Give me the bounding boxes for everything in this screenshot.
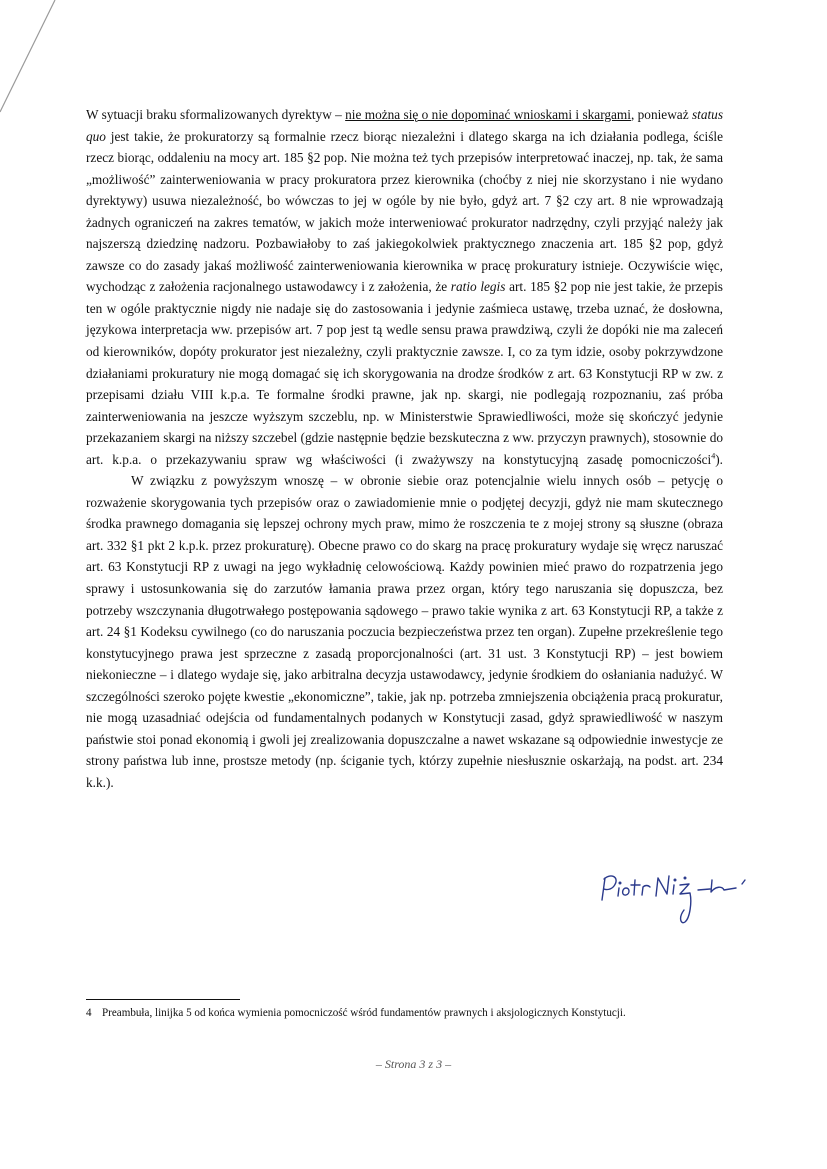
paragraph-1-part-1: , ponieważ bbox=[630, 107, 692, 122]
ratio-legis-term: ratio legis bbox=[450, 279, 506, 295]
paragraph-1-lead: W sytuacji braku sformalizowanych dyrektyw – bbox=[86, 107, 346, 122]
paragraph-1-underlined: nie można się o nie dopominać wnioskami i skargami bbox=[345, 107, 631, 122]
document-body bbox=[86, 104, 723, 794]
footnote-number: 4 bbox=[86, 1007, 92, 1019]
scan-corner-line bbox=[0, 0, 60, 120]
page-number: – Strona 3 z 3 – bbox=[375, 1057, 452, 1071]
footnote-text: Preambuła, linijka 5 od końca wymienia pomocniczość wśród fundamentów prawnych i aksjologicznych Konstytucji. bbox=[102, 1007, 626, 1019]
paragraph-1 bbox=[86, 104, 723, 470]
paragraph-2: W związku z powyższym wnoszę – w obronie siebie oraz potencjalnie wielu innych osób – petycję o rozważenie skorygowania tych przepisów oraz o zawiadomienie mnie o podjętej decyzji, gdyż nie mam skutecznego środka prawnego domagania się lepszej ochrony mych praw, mimo że roszczenia te z mojej strony są słuszne (obraza art. 332 §1 pkt 2 k.p.k. przez prokuraturę). Obecne prawo co do skarg na pracę prokuratury wydaje się wręcz naruszać art. 63 Konstytucji RP z uwagi na jego wykładnię celowościową. Każdy powinien mieć prawo do rozpatrzenia jego sprawy i ustosunkowania się do zarzutów łamania prawa przez organ, który tego naruszania się dopuszcza, bez potrzeby wszczynania długotrwałego postępowania sądowego – prawo takie wynika z art. 63 Konstytucji RP, a także z art. 24 §1 Kodeksu cywilnego (co do naruszania poczucia bezpieczeństwa przez ten organ). Zupełne przekreślenie tego konstytucyjnego prawa jest sprzeczne z zasadą proporcjonalności (art. 31 ust. 3 Konstytucji RP) – jest bowiem niekonieczne – i dlatego wydaje się, jako arbitralna decyzja ustawodawcy, jedynie środkiem do osłaniania nadużyć. W szczególności szeroko pojęte kwestie „ekonomiczne”, takie, jak np. potrzeba zmniejszenia obciążenia pracą prokuratur, nie mogą uzasadniać odejścia od fundamentalnych podanych w Konstytucji zasad, gdyż sprawiedliwość w naszym państwie stoi ponad ekonomią i gwoli jej zrealizowania dopuszczalne a nawet wskazane są odpowiednie inwestycje ze strony państwa lub inne, prostsze metody (np. ściganie tych, którzy zupełnie niesłusznie oskarżają, na podst. art. 234 k.k.). bbox=[86, 473, 723, 790]
footnote-separator bbox=[86, 999, 240, 1000]
footnote-reference: 4 bbox=[711, 451, 716, 461]
paragraph-1-part-3: art. 185 §2 pop nie jest takie, że przepis ten w ogóle praktycznie nigdy nie nadaje się do zastosowania i jedynie zaśmieca ustawę, trzeba uznać, że dosłowna, językowa interpretacja ww. przepisów art. 7 pop jest tą wedle sensu prawa prawdziwą, czyli że dopóki nie ma zaleceń od kierowników, dopóty prokurator jest niezależny, czyli praktycznie zawsze. I, co za tym idzie, osoby pokrzywdzone działaniami prokuratury nie mogą domagać się ich skorygowania na drodze środków z art. 63 Konstytucji RP w zw. z przepisami działu VIII k.p.a. Te formalne środki prawne, jak np. skargi, nie podlegają rozpoznaniu, zaś próba zainterweniowania na jeszcze wyższym szczeblu, np. w Ministerstwie Sprawiedliwości, może się skończyć jedynie przekazaniem skargi na niższy szczebel (gdzie następnie będzie bezskuteczna z ww. przyczyn prawnych), stosownie do art. k.p.a. o przekazywaniu spraw wg właściwości (i zważywszy na konstytucyjną zasadę pomocniczości bbox=[86, 279, 723, 467]
handwritten-signature bbox=[594, 866, 769, 936]
paragraph-1-part-4: ). bbox=[715, 451, 723, 467]
status-quo-term: status quo bbox=[86, 107, 723, 144]
footnote bbox=[86, 1005, 686, 1021]
paragraph-1-part-2: jest takie, że prokuratorzy są formalnie rzecz biorąc niezależni i dlatego skarga na ich działania podlega, ściśle rzecz biorąc, oddaleniu na mocy art. 185 §2 pop. Nie można też tych przepisów interpretować inaczej, np. tak, że sama „możliwość” zainterweniowania w pracy prokuratora przez kierownika (choćby z niej nie skorzystano i nie wydano dyrektywy) usuwa niezależność, bo wówczas to jej w ogóle by nie było, gdyż art. 7 §2 czy art. 8 nie wprowadzają żadnych ograniczeń na zakres tematów, w jakich może interweniować prokurator nadrzędny, czyli przyjąć należy jak najszerszą dziedzinę nadzoru. Pozbawiałoby to zaś jakiegokolwiek praktycznego znaczenia art. 185 §2 pop, gdyż zawsze co do zasady jakaś możliwość zainterweniowania kierownika w pracę prokuratury istnieje. Oczywiście więc, wychodząc z założenia racjonalnego ustawodawcy i z założenia, że bbox=[86, 128, 723, 295]
